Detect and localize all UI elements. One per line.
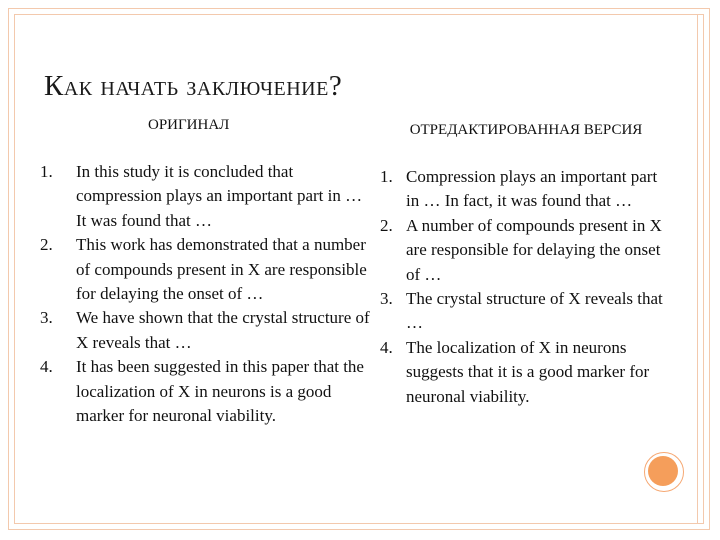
list-item (376, 336, 674, 409)
item-number: 2. (380, 215, 393, 235)
edited-heading: ОТРЕДАКТИРОВАННАЯ ВЕРСИЯ (409, 122, 643, 138)
item-number: 1. (40, 162, 53, 181)
decorative-dot (648, 456, 678, 486)
item-text: The localization of X in neurons suggests that it is a good marker for neuronal viability. (406, 337, 650, 406)
list-item (40, 355, 370, 428)
item-text: It has been suggested in this paper that the localization of X in neurons is a good marker for neuronal viability. (76, 357, 364, 426)
original-heading: ОРИГИНАЛ (148, 117, 230, 133)
list-item (40, 233, 370, 306)
edited-list (376, 165, 674, 409)
list-item (40, 306, 370, 355)
item-text: We have shown that the crystal structure of X reveals that … (76, 308, 370, 352)
original-list (40, 160, 370, 428)
item-number: 4. (380, 337, 393, 357)
item-text: A number of compounds present in X are responsible for delaying the onset of … (406, 215, 662, 284)
item-number: 1. (380, 167, 393, 186)
item-number: 2. (40, 235, 53, 255)
list-item (376, 165, 674, 214)
slide-title: Как начать заключение? (44, 70, 343, 102)
list-item (376, 214, 674, 287)
list-item (40, 160, 370, 233)
list-item (376, 287, 674, 336)
item-text: In this study it is concluded that compression plays an important part in … It was found that … (76, 162, 363, 230)
item-number: 4. (40, 357, 53, 377)
frame-vertical-line (697, 15, 698, 523)
item-number: 3. (380, 289, 393, 309)
item-text: The crystal structure of X reveals that … (406, 289, 663, 333)
item-text: Compression plays an important part in … In fact, it was found that … (406, 167, 658, 211)
item-text: This work has demonstrated that a number of compounds present in X are responsible for delaying the onset of … (76, 235, 367, 304)
item-number: 3. (40, 308, 53, 328)
